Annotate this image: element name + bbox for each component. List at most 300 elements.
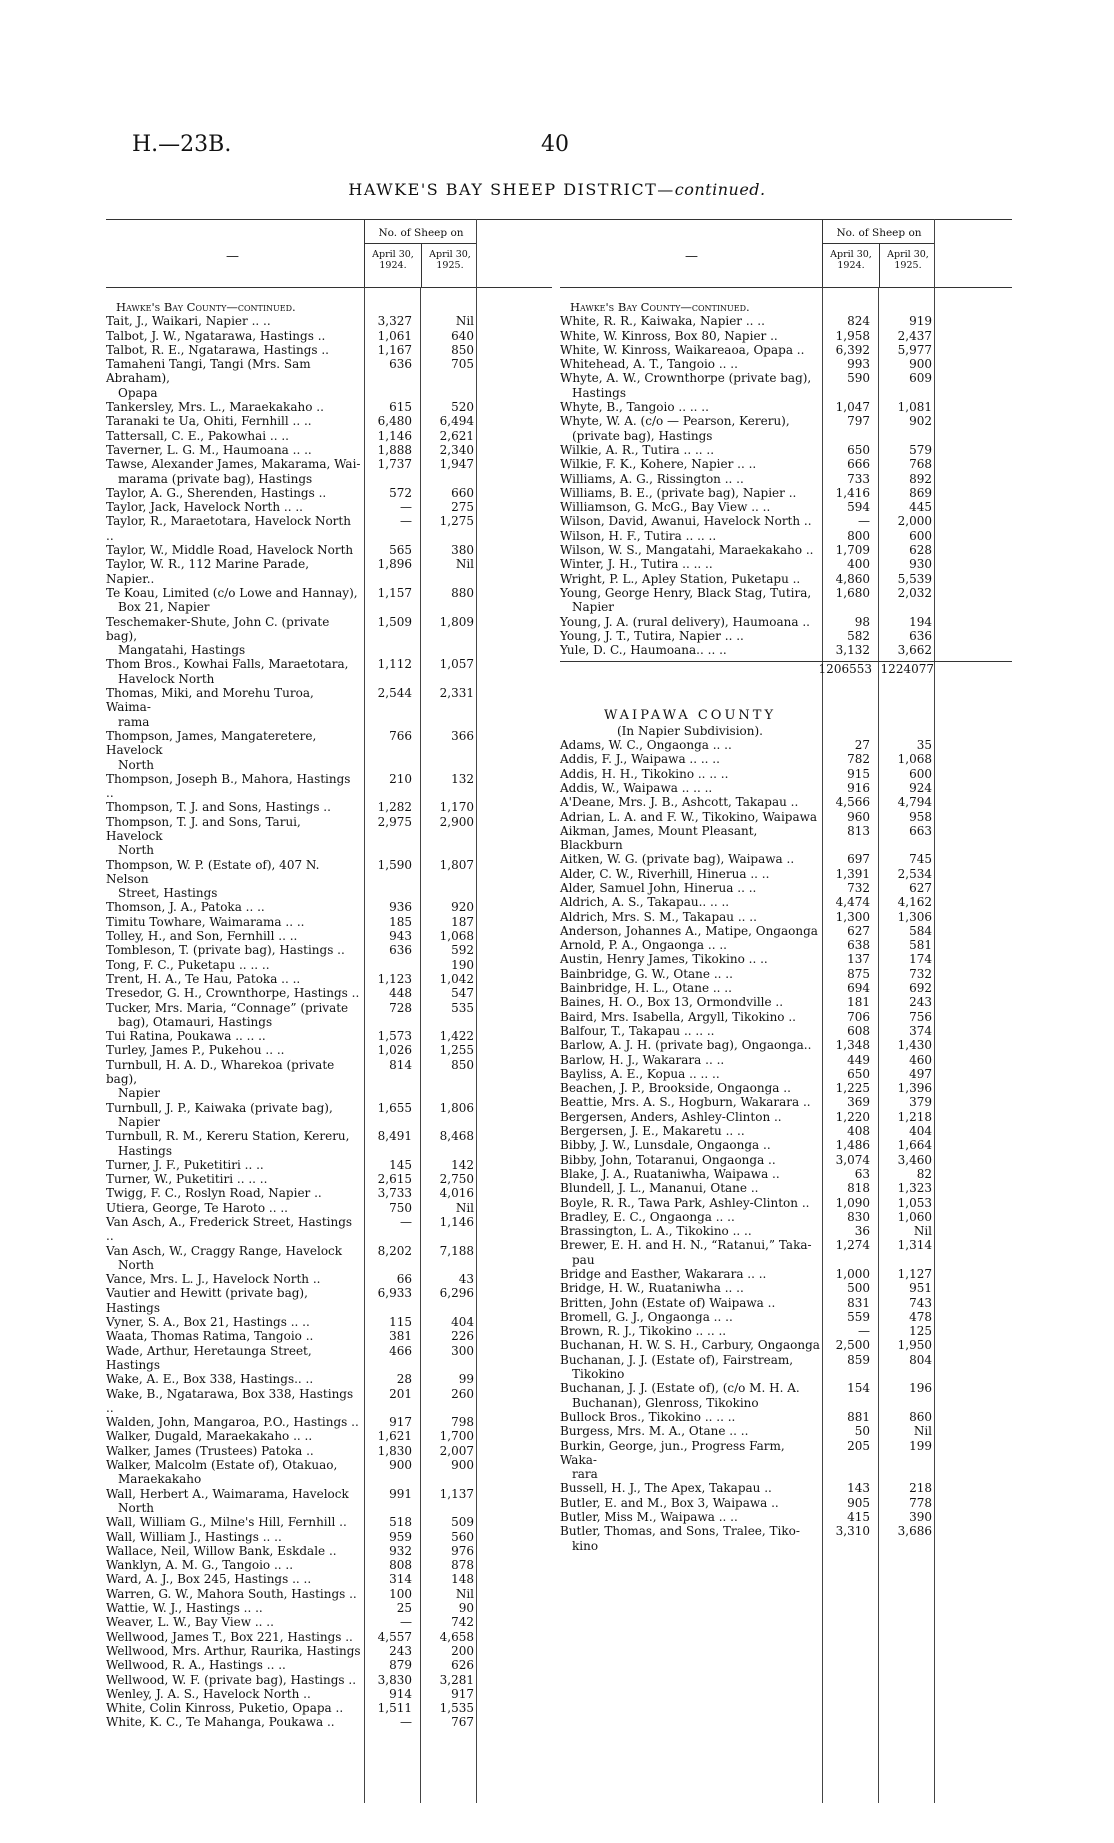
holder-name: Utiera, George, Te Haroto .. .. [106, 1200, 288, 1215]
sheep-1924: 993 [847, 357, 870, 372]
sheep-1925: 3,662 [897, 643, 932, 658]
sheep-1924: — [400, 1615, 412, 1630]
sheep-1925: 804 [909, 1352, 932, 1367]
table-row [106, 429, 552, 443]
sheep-1924: 66 [396, 1272, 412, 1287]
sheep-1925: 404 [451, 1315, 474, 1330]
table-row [560, 1439, 1012, 1482]
sheep-1925: 756 [909, 1009, 932, 1024]
holder-name: Wellwood, James T., Box 221, Hastings .. [106, 1629, 353, 1644]
holder-name: Ward, A. J., Box 245, Hastings .. .. [106, 1572, 312, 1587]
sheep-1924: 518 [389, 1515, 412, 1530]
county-total-row [560, 661, 1012, 683]
right-rows [560, 288, 1012, 1553]
sheep-1924: 808 [389, 1558, 412, 1573]
sheep-1925: 660 [451, 485, 474, 500]
sheep-1924: 1,167 [377, 342, 412, 357]
sheep-1924: 369 [847, 1095, 870, 1110]
sheep-1924: 582 [847, 628, 870, 643]
holder-name: Bergersen, Anders, Ashley-Clinton .. [560, 1109, 782, 1124]
sheep-1925: 1,809 [439, 614, 474, 629]
holder-name: Young, J. A. (rural delivery), Haumoana .. [560, 614, 810, 629]
sheep-1924: 750 [389, 1200, 412, 1215]
sheep-1925: 1,422 [439, 1029, 474, 1044]
table-row [560, 329, 1012, 343]
holder-name: Wall, William G., Milne's Hill, Fernhill .. [106, 1515, 347, 1530]
table-row [106, 1158, 552, 1172]
table-row [560, 1010, 1012, 1024]
sheep-1924: 2,500 [835, 1338, 870, 1353]
table-row [106, 1101, 552, 1130]
sheep-1925: 778 [909, 1495, 932, 1510]
table-row [106, 486, 552, 500]
holder-name: Talbot, J. W., Ngatarawa, Hastings .. [106, 328, 326, 343]
sheep-1924: 1,047 [835, 400, 870, 415]
table-row [560, 1081, 1012, 1095]
holder-name: Turner, W., Puketitiri .. .. .. [106, 1172, 268, 1187]
table-row [106, 1043, 552, 1057]
table-row [106, 1715, 552, 1729]
sheep-1925: 2,032 [897, 585, 932, 600]
table-row [106, 1515, 552, 1529]
sheep-1925: 584 [909, 923, 932, 938]
sheep-1925: Nil [455, 1200, 474, 1215]
sheep-1924: 782 [847, 752, 870, 767]
holder-name: Bromell, G. J., Ongaonga .. .. [560, 1309, 733, 1324]
sheep-1925: 892 [909, 471, 932, 486]
table-row [560, 1053, 1012, 1067]
sheep-1924: 636 [389, 357, 412, 372]
sheep-1925: 742 [451, 1615, 474, 1630]
table-row [560, 1424, 1012, 1438]
sheep-1924: — [400, 500, 412, 515]
sheep-1924: 1,655 [377, 1100, 412, 1115]
sheep-1924: 1,486 [835, 1138, 870, 1153]
holder-name: Arnold, P. A., Ongaonga .. .. [560, 938, 727, 953]
sheep-1924: 1,590 [377, 857, 412, 872]
sheep-1925: 592 [451, 943, 474, 958]
sheep-1925: 2,750 [439, 1172, 474, 1187]
sheep-1924: 143 [847, 1481, 870, 1496]
holder-name: Twigg, F. C., Roslyn Road, Napier .. [106, 1186, 322, 1201]
holder-name: Tombleson, T. (private bag), Hastings .. [106, 943, 345, 958]
sheep-1925: 627 [909, 880, 932, 895]
table-row [106, 1458, 552, 1487]
sheep-1924: 448 [389, 986, 412, 1001]
table-row [560, 486, 1012, 500]
sheep-1924: 27 [854, 738, 870, 753]
sheep-1924: 732 [847, 880, 870, 895]
holder-name: Wellwood, W. F. (private bag), Hastings .. [106, 1672, 357, 1687]
sheep-1924: 6,933 [377, 1286, 412, 1301]
sheep-1924: 1,958 [835, 328, 870, 343]
sheep-1924: 766 [389, 728, 412, 743]
sheep-1924: 1,157 [377, 585, 412, 600]
sheep-1924: 100 [389, 1586, 412, 1601]
sheep-1925: 90 [458, 1601, 474, 1616]
table-row [106, 1444, 552, 1458]
table-row [560, 1067, 1012, 1081]
holder-name: Tong, F. C., Puketapu .. .. .. [106, 957, 270, 972]
holder-name: Alder, C. W., Riverhill, Hinerua .. .. [560, 866, 770, 881]
table-row [106, 800, 552, 814]
sheep-1924: — [858, 1324, 870, 1339]
col-1925-header: April 30, 1925. [429, 249, 471, 271]
holder-name: Addis, H. H., Tikokino .. .. .. [560, 766, 729, 781]
holder-name: Wall, Herbert A., Waimarama, Havelock North [106, 1486, 349, 1515]
sheep-1925: 379 [909, 1095, 932, 1110]
sheep-1925: 1,430 [897, 1038, 932, 1053]
table-row [560, 810, 1012, 824]
sheep-1924: 830 [847, 1209, 870, 1224]
table-row [106, 1429, 552, 1443]
holder-name: Beachen, J. P., Brookside, Ongaonga .. [560, 1081, 791, 1096]
table-row [106, 1415, 552, 1429]
name-column-dash: — [226, 249, 239, 264]
holder-name: White, Colin Kinross, Puketio, Opapa .. [106, 1701, 344, 1716]
sheep-1925: 2,000 [897, 514, 932, 529]
sheep-1925: 1,306 [897, 909, 932, 924]
table-row [560, 371, 1012, 400]
sheep-1924: — [400, 1215, 412, 1229]
table-row [560, 557, 1012, 571]
sheep-1925: 148 [451, 1572, 474, 1587]
holder-name: Thompson, T. J. and Sons, Tarui, Havelock North [106, 814, 301, 858]
holder-name: Burgess, Mrs. M. A., Otane .. .. [560, 1424, 749, 1439]
sheep-1925: 1,396 [897, 1081, 932, 1096]
holder-name: Aitken, W. G. (private bag), Waipawa .. [560, 852, 795, 867]
table-row [560, 1138, 1012, 1152]
sheep-1924: 4,474 [835, 895, 870, 910]
sheep-1925: 768 [909, 457, 932, 472]
table-row [560, 1496, 1012, 1510]
holder-name: Taylor, R., Maraetotara, Havelock North .. [106, 514, 351, 543]
sheep-1925: 3,281 [439, 1672, 474, 1687]
sheep-1925: 4,794 [897, 795, 932, 810]
table-row [560, 472, 1012, 486]
sheep-1924: 1,026 [377, 1043, 412, 1058]
holder-name: Turner, J. F., Puketitiri .. .. [106, 1157, 264, 1172]
sheep-1925: 951 [909, 1281, 932, 1296]
total-1925: 1224077 [880, 662, 934, 677]
table-row [560, 1410, 1012, 1424]
holder-name: Wallace, Neil, Willow Bank, Eskdale .. [106, 1543, 337, 1558]
table-row [106, 1172, 552, 1186]
holder-name: Walker, James (Trustees) Patoka .. [106, 1443, 314, 1458]
sheep-1924: 1,348 [835, 1038, 870, 1053]
sheep-1924: 3,733 [377, 1186, 412, 1201]
table-row [560, 543, 1012, 557]
sheep-1925: 260 [451, 1386, 474, 1401]
sheep-1924: 2,975 [377, 814, 412, 829]
sheep-1924: 98 [854, 614, 870, 629]
table-row [560, 1024, 1012, 1038]
left-column [106, 219, 552, 1730]
sheep-1925: 581 [909, 938, 932, 953]
sheep-1925: 640 [451, 328, 474, 343]
sheep-1925: 478 [909, 1309, 932, 1324]
sheep-1924: 145 [389, 1157, 412, 1172]
table-row [106, 943, 552, 957]
holder-name: Te Koau, Limited (c/o Lowe and Hannay), Box 21, Napier [106, 585, 358, 615]
holder-name: Weaver, L. W., Bay View .. .. [106, 1615, 274, 1630]
sheep-1925: 1,146 [439, 1215, 474, 1229]
table-row [560, 938, 1012, 952]
table-row [106, 929, 552, 943]
sheep-1925: 900 [909, 357, 932, 372]
sheep-1924: 813 [847, 823, 870, 838]
holder-name: Britten, John (Estate of) Waipawa .. [560, 1295, 776, 1310]
sheep-1924: 137 [847, 952, 870, 967]
table-row [560, 343, 1012, 357]
sheep-1925: 132 [451, 771, 474, 786]
sheep-count-group-header [364, 219, 477, 287]
holder-name: Bussell, H. J., The Apex, Takapau .. [560, 1481, 772, 1496]
sheep-1925: 767 [451, 1715, 474, 1730]
table-row [560, 1181, 1012, 1195]
holder-name: Wilkie, A. R., Tutira .. .. .. [560, 442, 715, 457]
sheep-1924: 627 [847, 923, 870, 938]
sheep-1924: 185 [389, 914, 412, 929]
table-row [106, 400, 552, 414]
table-row [560, 1224, 1012, 1238]
sheep-1924: 210 [389, 771, 412, 786]
holder-name: Bibby, John, Totaranui, Ongaonga .. [560, 1152, 776, 1167]
holder-name: Wake, A. E., Box 338, Hastings.. .. [106, 1372, 314, 1387]
sheep-1925: 600 [909, 766, 932, 781]
holder-name: Taylor, A. G., Sherenden, Hastings .. [106, 485, 327, 500]
table-row [106, 615, 552, 658]
holder-name: Austin, Henry James, Tikokino .. .. [560, 952, 768, 967]
sheep-1925: 404 [909, 1124, 932, 1139]
holder-name: Warren, G. W., Mahora South, Hastings .. [106, 1586, 357, 1601]
sheep-1924: 1,225 [835, 1081, 870, 1096]
holder-name: White, R. R., Kaiwaka, Napier .. .. [560, 314, 765, 329]
sheep-1924: 408 [847, 1124, 870, 1139]
sheep-1925: 1,081 [897, 400, 932, 415]
holder-name: Adams, W. C., Ongaonga .. .. [560, 738, 732, 753]
sheep-1925: Nil [455, 557, 474, 572]
sheep-1925: 692 [909, 981, 932, 996]
sheep-1924: 818 [847, 1181, 870, 1196]
sheep-1924: 6,392 [835, 342, 870, 357]
holder-name: Trent, H. A., Te Hau, Patoka .. .. [106, 971, 301, 986]
sheep-1925: 1,314 [897, 1238, 932, 1253]
table-row [560, 910, 1012, 924]
left-table-header [106, 219, 552, 288]
sheep-1925: 919 [909, 314, 932, 329]
table-row [560, 400, 1012, 414]
holder-name: White, K. C., Te Mahanga, Poukawa .. [106, 1715, 335, 1730]
holder-name: Tresedor, G. H., Crownthorpe, Hastings .. [106, 986, 360, 1001]
sheep-1925: 1,137 [439, 1486, 474, 1501]
sheep-1925: 520 [451, 400, 474, 415]
holder-name: Bridge, H. W., Ruataniwha .. .. [560, 1281, 744, 1296]
sheep-1924: 608 [847, 1023, 870, 1038]
holder-name: Tamaheni Tangi, Tangi (Mrs. Sam Abraham), Opapa [106, 357, 311, 400]
holder-name: Turnbull, J. P., Kaiwaka (private bag), Napier [106, 1100, 333, 1129]
holder-name: Blundell, J. L., Mananui, Otane .. [560, 1181, 759, 1196]
table-row [560, 529, 1012, 543]
table-row [560, 1196, 1012, 1210]
sheep-1924: 728 [389, 1000, 412, 1015]
table-row [106, 1001, 552, 1030]
holder-name: Williams, B. E., (private bag), Napier .. [560, 485, 797, 500]
sheep-1925: 380 [451, 543, 474, 558]
sheep-1925: 460 [909, 1052, 932, 1067]
sheep-1924: 936 [389, 900, 412, 915]
sheep-1924: 638 [847, 938, 870, 953]
sheep-1925: 924 [909, 780, 932, 795]
sheep-1925: 1,323 [897, 1181, 932, 1196]
sheep-1925: 187 [451, 914, 474, 929]
sheep-1924: 6,480 [377, 414, 412, 429]
sheep-1925: 628 [909, 543, 932, 558]
sheep-1925: 374 [909, 1023, 932, 1038]
sheep-1925: 850 [451, 342, 474, 357]
sheep-1925: 547 [451, 986, 474, 1001]
table-row [106, 443, 552, 457]
sheep-1925: Nil [913, 1224, 932, 1239]
sheep-1925: 6,494 [439, 414, 474, 429]
title-continued: continued. [674, 180, 766, 199]
sheep-1925: 43 [458, 1272, 474, 1287]
sheep-1924: 636 [389, 943, 412, 958]
sheep-1925: 196 [909, 1381, 932, 1396]
sheep-1925: 705 [451, 357, 474, 372]
table-row [560, 795, 1012, 809]
table-row [106, 514, 552, 543]
table-row [106, 329, 552, 343]
sheep-1925: 1,068 [897, 752, 932, 767]
total-1924: 1206553 [818, 662, 872, 677]
sheep-1924: 706 [847, 1009, 870, 1024]
table-row [106, 986, 552, 1000]
sheep-1925: 1,170 [439, 800, 474, 815]
sheep-1925: 99 [458, 1372, 474, 1387]
sheep-1925: 4,016 [439, 1186, 474, 1201]
sheep-1924: 615 [389, 400, 412, 415]
table-row [560, 1124, 1012, 1138]
table-row [560, 995, 1012, 1009]
sheep-1925: 125 [909, 1324, 932, 1339]
holder-name: Vance, Mrs. L. J., Havelock North .. [106, 1272, 321, 1287]
table-row [560, 824, 1012, 853]
table-row [106, 1558, 552, 1572]
holder-name: Wall, William J., Hastings .. .. [106, 1529, 282, 1544]
sheep-1924: 449 [847, 1052, 870, 1067]
holder-name: Butler, E. and M., Box 3, Waipawa .. [560, 1495, 779, 1510]
sheep-1924: 154 [847, 1381, 870, 1396]
holder-name: Baines, H. O., Box 13, Ormondville .. [560, 995, 784, 1010]
sheep-1925: 3,460 [897, 1152, 932, 1167]
sheep-1924: 1,220 [835, 1109, 870, 1124]
sheep-1924: 875 [847, 966, 870, 981]
sheep-1924: 8,202 [377, 1243, 412, 1258]
sheep-1924: 1,090 [835, 1195, 870, 1210]
sheep-1924: 3,310 [835, 1524, 870, 1539]
table-row [106, 815, 552, 858]
county-heading: WAIPAWA COUNTY [603, 708, 777, 724]
table-row [560, 1238, 1012, 1267]
holder-name: Turnbull, H. A. D., Wharekoa (private bag), Napier [106, 1057, 335, 1101]
table-row [106, 729, 552, 772]
sheep-1924: 115 [389, 1315, 412, 1330]
table-row [106, 686, 552, 729]
page-number: 40 [541, 132, 569, 157]
table-row [106, 314, 552, 328]
sheep-1924: 1,146 [377, 428, 412, 443]
col-1925-header: April 30, 1925. [887, 249, 929, 271]
table-row [560, 752, 1012, 766]
holder-name: Wilson, W. S., Mangatahi, Maraekakaho .. [560, 543, 814, 558]
table-row [560, 1153, 1012, 1167]
sheep-1924: 500 [847, 1281, 870, 1296]
sheep-1924: 415 [847, 1510, 870, 1525]
sheep-1925: 35 [916, 738, 932, 753]
sheep-1924: 905 [847, 1495, 870, 1510]
sheep-1925: 1,057 [439, 657, 474, 672]
holder-name: Young, George Henry, Black Stag, Tutira, Napier [560, 585, 812, 615]
sheep-1925: 2,900 [439, 814, 474, 829]
sheep-count-group-header [822, 219, 935, 287]
holder-name: Wellwood, R. A., Hastings .. .. [106, 1658, 286, 1673]
sheep-1925: 390 [909, 1510, 932, 1525]
holder-name: Thompson, W. P. (Estate of), 407 N. Nelson Street, Hastings [106, 857, 320, 901]
holder-name: White, W. Kinross, Waikareaoa, Opapa .. [560, 342, 805, 357]
title-main: HAWKE'S BAY SHEEP DISTRICT— [348, 180, 675, 199]
table-row [560, 1338, 1012, 1352]
sheep-1925: 1,950 [897, 1338, 932, 1353]
sheep-1925: 1,947 [439, 457, 474, 472]
holder-name: Bayliss, A. E., Kopua .. .. .. [560, 1066, 720, 1081]
sheep-1924: 572 [389, 485, 412, 500]
table-row [106, 1601, 552, 1615]
sheep-1925: 850 [451, 1057, 474, 1072]
holder-name: Van Asch, A., Frederick Street, Hastings .. [106, 1215, 353, 1244]
sheep-1925: Nil [455, 1586, 474, 1601]
sheep-1924: 3,074 [835, 1152, 870, 1167]
sheep-1925: 82 [916, 1166, 932, 1181]
holder-name: Thomson, J. A., Patoka .. .. [106, 900, 265, 915]
holder-name: Tawse, Alexander James, Makarama, Wai- marama (private bag), Hastings [106, 457, 361, 486]
holder-name: Whyte, B., Tangoio .. .. .. [560, 400, 709, 415]
table-row [560, 767, 1012, 781]
holder-name: Aikman, James, Mount Pleasant, Blackburn [560, 823, 758, 853]
table-row [106, 1344, 552, 1373]
holder-name: Talbot, R. E., Ngatarawa, Hastings .. [106, 342, 329, 357]
sheep-1925: 275 [451, 500, 474, 515]
sheep-1925: 600 [909, 528, 932, 543]
sheep-1924: 3,132 [835, 643, 870, 658]
table-row [106, 1644, 552, 1658]
holder-name: Thompson, T. J. and Sons, Hastings .. [106, 800, 331, 815]
table-row [106, 1530, 552, 1544]
holder-name: Brown, R. J., Tikokino .. .. .. [560, 1324, 727, 1339]
table-row [560, 781, 1012, 795]
sheep-1925: 2,331 [439, 686, 474, 701]
holder-name: Barlow, A. J. H. (private bag), Ongaonga.. [560, 1038, 812, 1053]
sheep-1925: 6,296 [439, 1286, 474, 1301]
sheep-1925: 636 [909, 628, 932, 643]
sheep-1924: — [858, 514, 870, 529]
table-row [106, 1329, 552, 1343]
table-row [560, 514, 1012, 528]
sheep-1924: 1,416 [835, 485, 870, 500]
sheep-1924: 697 [847, 852, 870, 867]
holder-name: Wilson, David, Awanui, Havelock North .. [560, 514, 812, 529]
table-row [560, 981, 1012, 995]
